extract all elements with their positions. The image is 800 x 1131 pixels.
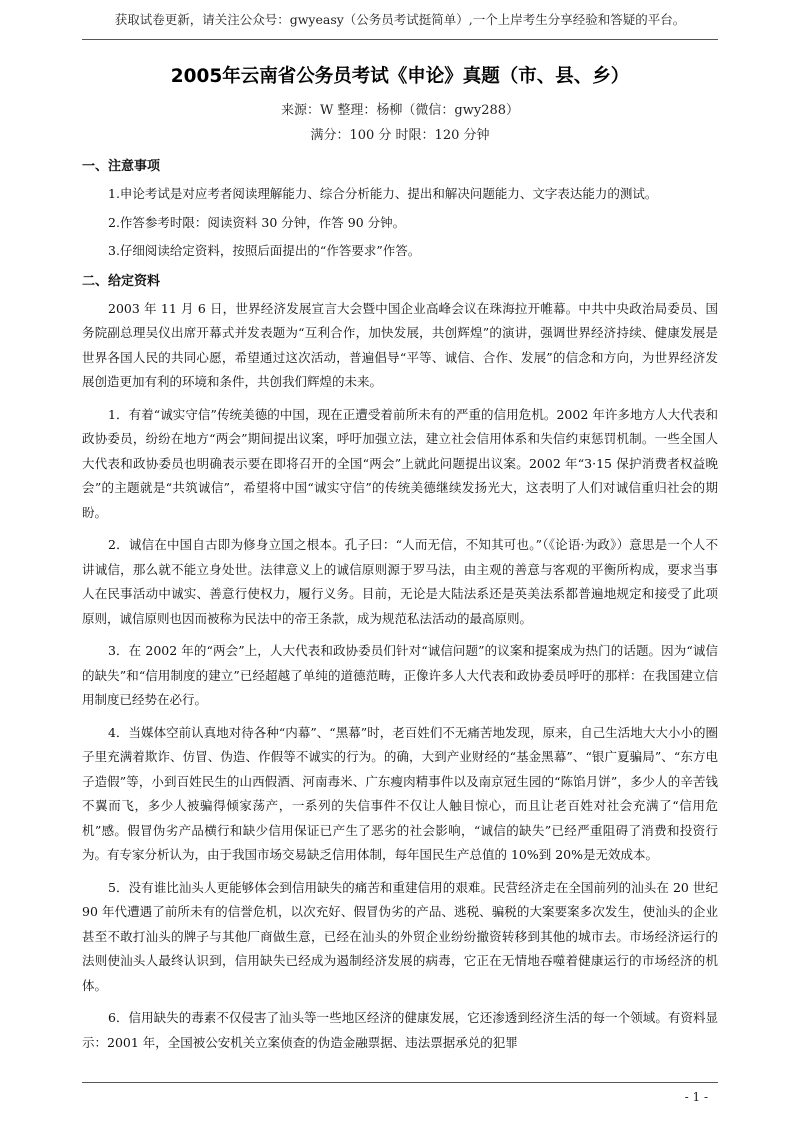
source-line: 来源：W 整理：杨柳（微信：gwy288） — [280, 103, 520, 118]
footer-divider — [82, 1082, 718, 1083]
document-title: 2005年云南省公务员考试《申论》真题（市、县、乡） — [170, 66, 630, 87]
material-paragraph: 2003 年 11 月 6 日，世界经济发展宣言大会暨中国企业高峰会议在珠海拉开帷幕。中共中央政治局委员、国务院副总理吴仪出席开幕式并发表题为“互利合作，加快发展，共创辉煌”的演讲，强调世界经济持续、健康发展是世界各国人民的共同心愿，希望通过这次活动，普遍倡导“平等、诚信、合作、发展”的信念和方向，为世界经济发展创造更加有利的环境和条件，共创我们辉煌的未来。 — [82, 300, 718, 389]
section-heading-notes: 一、注意事项 — [82, 159, 161, 174]
page-header-notice: 获取试卷更新，请关注公众号：gwyeasy（公务员考试挺简单）,一个上岸考生分享经验和答疑的平台。 — [114, 12, 686, 27]
document-body — [82, 54, 718, 1063]
material-paragraph: 2．诚信在中国自古即为修身立国之根本。孔子曰：“人而无信，不知其可也。”（《论语·为政》）意思是一个人不讲诚信，那么就不能立身处世。法律意义上的诚信原则源于罗马法，由主观的善意与客观的平衡所构成，要求当事人在民事活动中诚实、善意行使权力，履行义务。目前，无论是大陆法系还是英美法系都普遍地规定和接受了此项原则，诚信原则也因而被称为民法中的帝王条款，成为规范私法活动的最高原则。 — [82, 537, 718, 626]
material-paragraph: 6．信用缺失的毒素不仅侵害了汕头等一些地区经济的健康发展，它还渗透到经济生活的每一个领域。有资料显示：2001 年，全国被公安机关立案侦查的伪造金融票据、违法票据承兑的犯罪 — [82, 1010, 718, 1050]
score-time-line: 满分：100 分 时限：120 分钟 — [310, 128, 490, 143]
note-item: 2.作答参考时限：阅读资料 30 分钟，作答 90 分钟。 — [108, 214, 406, 230]
note-item: 3.仔细阅读给定资料，按照后面提出的“作答要求”作答。 — [108, 243, 421, 258]
material-paragraph: 5．没有谁比汕头人更能够体会到信用缺失的痛苦和重建信用的艰难。民营经济走在全国前列的汕头在 20 世纪 90 年代遭遇了前所未有的信誉危机，以次充好、假冒伪劣的产品、逃税、骗税的大案要案多次发生，使汕头的企业甚至不敢打汕头的牌子与其他厂商做生意，已经在汕头的外贸企业纷纷撤资转移到其他的城市去。市场经济运行的法则使汕头人最终认识到，信用缺失已经成为遏制经济发展的病毒，它正在无情地吞噬着健康运行的市场经济的机体。 — [82, 879, 718, 993]
material-paragraph: 1．有着“诚实守信”传统美德的中国，现在正遭受着前所未有的严重的信用危机。2002 年许多地方人大代表和政协委员，纷纷在地方“两会”期间提出议案，呼吁加强立法，建立社会信用体系和失信约束惩罚机制。一些全国人大代表和政协委员也明确表示要在即将召开的全国“两会”上就此问题提出议案。2002 年“3·15 保护消费者权益晚会”的主题就是“共筑诚信”，希望将中国“诚实守信”的传统美德继续发扬光大，这表明了人们对诚信重归社会的期盼。 — [82, 406, 718, 520]
material-paragraph: 4．当媒体空前认真地对待各种“内幕”、“黑幕”时，老百姓们不无痛苦地发现，原来，自己生活地大大小小的圈子里充满着欺诈、仿冒、伪造、作假等不诚实的行为。的确，大到产业财经的“基金黑幕”、“银广夏骗局”、“东方电子造假”等，小到百姓民生的山西假酒、河南毒米、广东瘦肉精事件以及南京冠生园的“陈馅月饼”，多少人的辛苦钱不翼而飞，多少人被骗得倾家荡产，一系列的失信事件不仅让人触目惊心，而且让老百姓对社会充满了“信用危机”感。假冒伪劣产品横行和缺少信用保证已产生了恶劣的社会影响，“诚信的缺失”已经严重阻碍了消费和投资行为。有专家分析认为，由于我国市场交易缺乏信用体制，每年国民生产总值的 10%到 20%是无效成本。 — [82, 724, 718, 862]
page-number: - 1 - — [684, 1090, 708, 1104]
material-paragraph: 3．在 2002 年的“两会”上，人大代表和政协委员们针对“诚信问题”的议案和提案成为热门的话题。因为“诚信的缺失”和“信用制度的建立”已经超越了单纯的道德范畴，正像许多人大代表和政协委员呼吁的那样：在我国建立信用制度已经势在必行。 — [82, 643, 718, 707]
header-divider — [82, 39, 718, 40]
section-heading-materials: 二、给定资料 — [82, 273, 161, 289]
note-item: 1.申论考试是对应考者阅读理解能力、综合分析能力、提出和解决问题能力、文字表达能力的测试。 — [108, 186, 658, 201]
